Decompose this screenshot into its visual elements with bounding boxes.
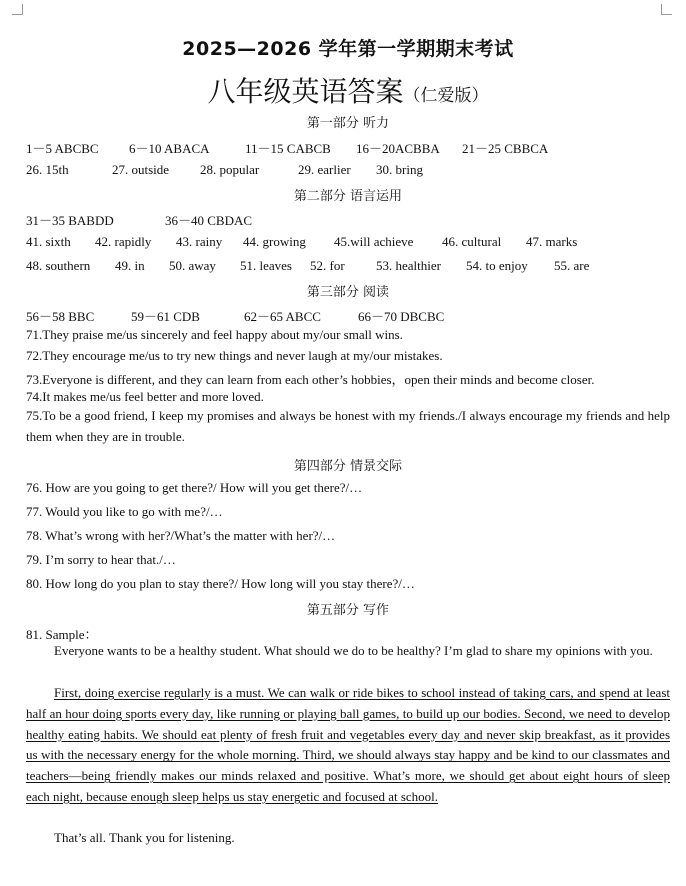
answer-item: 26. 15th	[26, 162, 69, 177]
answer-group: 11－15 CABCB	[245, 141, 331, 156]
part5-heading: 第五部分 写作	[306, 603, 390, 618]
essay-intro: Everyone wants to be a healthy student. What should we do to be healthy? I’m glad to share my opinions with you.	[54, 643, 653, 658]
answer-title	[26, 70, 670, 110]
answer-item: 55. are	[554, 258, 590, 273]
reading-answer-75: 75.To be a good friend, I keep my promises and always be honest with my friends./I always encourage my friends and help them when they are in trouble.	[26, 408, 670, 444]
reading-answer-71: 71.They praise me/us sincerely and feel happy about my/our small wins.	[26, 327, 403, 342]
dialogue-answer-78: 78. What’s wrong with her?/What’s the matter with her?/…	[26, 528, 336, 543]
answer-item: 46. cultural	[442, 234, 502, 249]
page-corner-mark-left	[12, 4, 23, 15]
answer-group: 62－65 ABCC	[244, 309, 321, 324]
dialogue-answer-79: 79. I’m sorry to hear that./…	[26, 552, 176, 567]
answer-group: 36－40 CBDAC	[165, 213, 253, 228]
dialogue-answer-76: 76. How are you going to get there?/ How will you get there?/…	[26, 480, 363, 495]
exam-title: 2025—2026 学年第一学期期末考试	[182, 38, 514, 60]
page-corner-mark-right	[661, 4, 672, 15]
answer-item: 42. rapidly	[95, 234, 152, 249]
answer-group: 6－10 ABACA	[129, 141, 210, 156]
answer-item: 47. marks	[526, 234, 578, 249]
answer-group: 56－58 BBC	[26, 309, 95, 324]
answer-group: 31－35 BABDD	[26, 213, 114, 228]
answer-item: 45.will achieve	[334, 234, 414, 249]
answer-item: 49. in	[115, 258, 145, 273]
reading-answer-74: 74.It makes me/us feel better and more loved.	[26, 389, 264, 404]
answer-item: 53. healthier	[376, 258, 441, 273]
answer-item: 43. rainy	[176, 234, 223, 249]
dialogue-answer-80: 80. How long do you plan to stay there?/ How long will you stay there?/…	[26, 576, 415, 591]
reading-answer-73: 73.Everyone is different, and they can learn from each other’s hobbies，open their minds and become closer.	[26, 372, 595, 387]
answer-item: 29. earlier	[298, 162, 351, 177]
answer-group: 66－70 DBCBC	[358, 309, 445, 324]
answer-item: 44. growing	[243, 234, 306, 249]
answer-group: 1－5 ABCBC	[26, 141, 99, 156]
answer-item: 27. outside	[112, 162, 170, 177]
answer-item: 54. to enjoy	[466, 258, 528, 273]
answer-item: 41. sixth	[26, 234, 71, 249]
answer-item: 51. leaves	[240, 258, 292, 273]
answer-group: 21－25 CBBCA	[462, 141, 549, 156]
reading-answer-72: 72.They encourage me/us to try new things and never laugh at my/our mistakes.	[26, 348, 443, 363]
part3-heading: 第三部分 阅读	[306, 285, 390, 300]
answer-group: 59－61 CDB	[131, 309, 200, 324]
answer-title-main: 八年级英语答案	[207, 75, 404, 108]
part2-heading: 第二部分 语言运用	[293, 189, 403, 204]
writing-label: 81. Sample：	[26, 627, 98, 642]
answer-item: 50. away	[169, 258, 216, 273]
answer-item: 30. bring	[376, 162, 423, 177]
essay-body: First, doing exercise regularly is a must. We can walk or ride bikes to school instead of taking cars, and spend at least half an hour doing sports every day, like running or playing ball games, to build up our bodies. Second, we need to develop healthy eating habits. We should eat plenty of fresh fruit and vegetables every day and never skip breakfast, as it provides us with the necessary energy for the whole morning. Third, we should always stay happy and be kind to our classmates and teachers—being friendly makes our minds relaxed and positive. What’s more, we should get about eight hours of sleep each night, because enough sleep helps us stay energetic and focused at school.	[26, 685, 670, 804]
answer-group: 16－20ACBBA	[356, 141, 440, 156]
part4-heading: 第四部分 情景交际	[293, 459, 403, 474]
answer-item: 52. for	[310, 258, 345, 273]
answer-item: 48. southern	[26, 258, 91, 273]
part1-heading: 第一部分 听力	[306, 116, 390, 131]
edition-label: （仁爱版）	[403, 86, 489, 106]
essay-closing: That’s all. Thank you for listening.	[54, 830, 235, 845]
answer-item: 28. popular	[200, 162, 260, 177]
dialogue-answer-77: 77. Would you like to go with me?/…	[26, 504, 223, 519]
